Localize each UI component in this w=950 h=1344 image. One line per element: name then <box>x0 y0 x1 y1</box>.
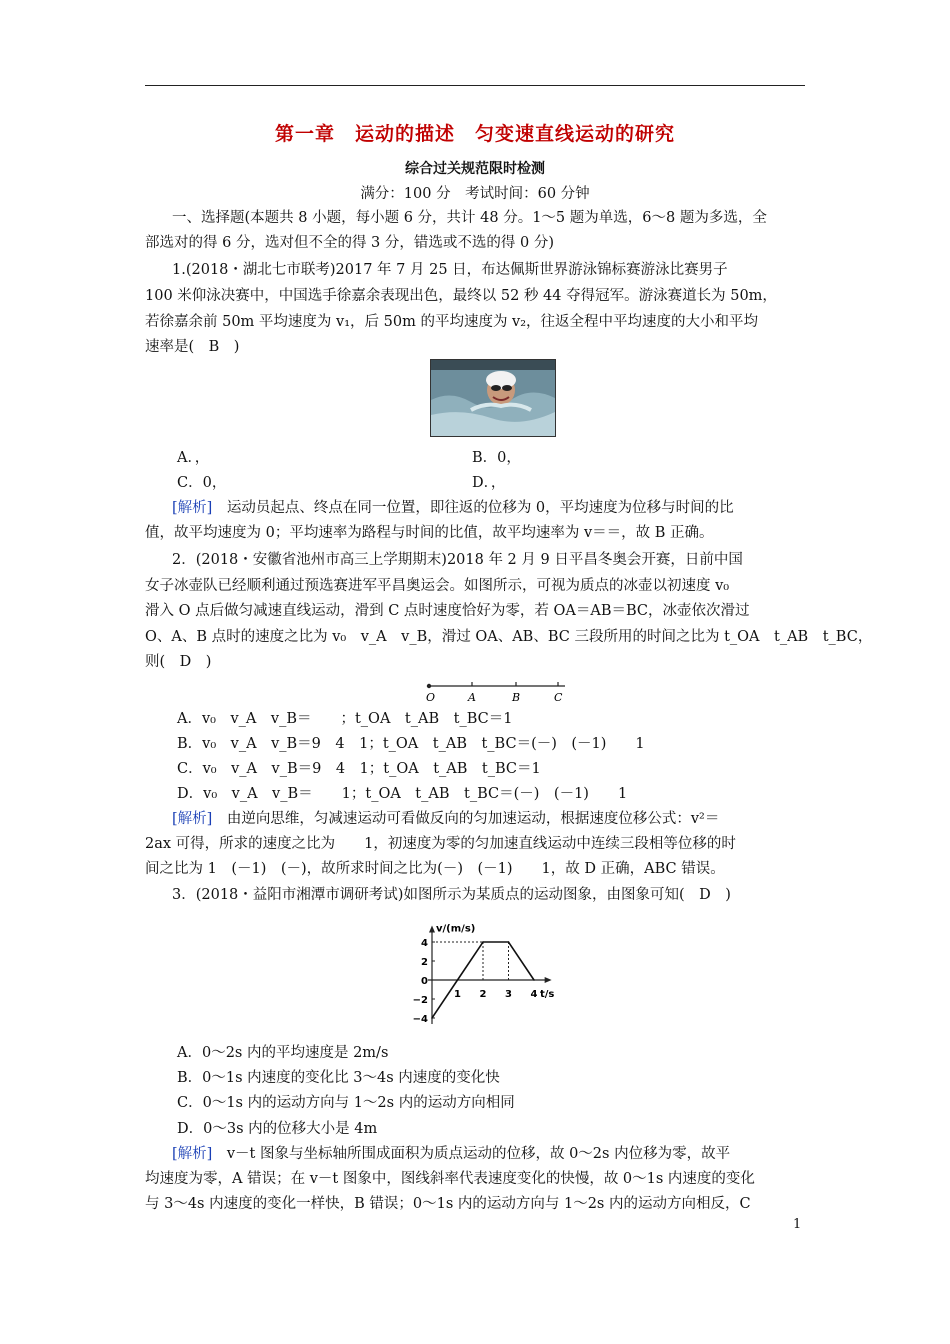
q1-option-b: B．0， <box>472 450 521 466</box>
q1-option-a: A．， <box>177 450 210 466</box>
section-instructions-1: 一、选择题(本题共 8 小题，每小题 6 分，共计 48 分。1～5 题为单选，6～8 题为多选，全 <box>172 210 767 226</box>
q1-stem-1: 1.(2018・湖北七市联考)2017 年 7 月 25 日，布达佩斯世界游泳锦标赛游泳比赛男子 <box>172 262 728 278</box>
q1-stem-2: 100 米仰泳决赛中，中国选手徐嘉余表现出色，最终以 52 秒 44 夺得冠军。游泳赛道长为 50m， <box>145 288 777 304</box>
q3-option-c: C．0～1s 内的运动方向与 1～2s 内的运动方向相同 <box>177 1095 515 1111</box>
q2-stem-2: 女子冰壶队已经顺利通过预选赛进军平昌奥运会。如图所示，可视为质点的冰壶以初速度 v₀ <box>145 578 730 594</box>
q2-option-b: B．v₀ v_A v_B＝9 4 1；t_OA t_AB t_BC＝(－) (－1) 1 <box>177 736 645 752</box>
curling-track-figure <box>420 677 570 707</box>
y-tick-label: −2 <box>412 995 428 1006</box>
data-point <box>533 979 535 981</box>
y-axis-arrow <box>429 926 435 933</box>
q3-analysis-tag: [解析] <box>172 1146 213 1162</box>
stone-dot <box>427 684 431 688</box>
q3-stem: 3．(2018・益阳市湘潭市调研考试)如图所示为某质点的运动图象，由图象可知( D ) <box>172 887 731 903</box>
q2-analysis-2: 2ax 可得，所求的速度之比为 1，初速度为零的匀加速直线运动中连续三段相等位移的时 <box>145 836 736 852</box>
data-point <box>482 941 484 943</box>
page-number: 1 <box>793 1217 802 1232</box>
label-b: B <box>512 691 521 704</box>
label-a: A <box>468 691 476 704</box>
q3-option-d: D．0～3s 内的位移大小是 4m <box>177 1121 378 1137</box>
section-instructions-2: 部选对的得 6 分，选对但不全的得 3 分，错选或不选的得 0 分) <box>145 235 554 251</box>
x-axis-label: t/s <box>540 989 555 1000</box>
q3-option-a: A．0～2s 内的平均速度是 2m/s <box>177 1045 389 1061</box>
q3-analysis-1: v－t 图象与坐标轴所围成面积为质点运动的位移，故 0～2s 内位移为零，故平 <box>212 1146 731 1162</box>
q1-analysis-2: 值，故平均速度为 0；平均速率为路程与时间的比值，故平均速率为 v＝＝，故 B 正确。 <box>145 525 714 541</box>
swimmer-photo <box>430 359 556 437</box>
data-point <box>457 979 459 981</box>
label-c: C <box>554 691 563 704</box>
q1-analysis-tag: [解析] <box>172 500 213 516</box>
q2-analysis-3: 间之比为 1 (－1) (－)，故所求时间之比为(－) (－1) 1，故 D 正确，ABC 错误。 <box>145 861 725 877</box>
q2-option-c: C．v₀ v_A v_B＝9 4 1；t_OA t_AB t_BC＝1 <box>177 761 541 777</box>
q1-stem-3: 若徐嘉余前 50m 平均速度为 v₁，后 50m 的平均速度为 v₂，往返全程中平均速度的大小和平均 <box>145 314 759 330</box>
q2-stem-5: 则( D ) <box>145 654 212 670</box>
y-tick-label: 2 <box>421 957 428 968</box>
data-point <box>508 941 510 943</box>
q3-analysis-3: 与 3～4s 内速度的变化一样快，B 错误；0～1s 内的运动方向与 1～2s 内的运动方向相反，C <box>145 1196 751 1212</box>
header-rule <box>145 85 805 86</box>
vt-graph <box>412 910 572 1035</box>
score-time-info: 满分：100 分 考试时间：60 分钟 <box>360 186 590 202</box>
x-tick-label: 1 <box>454 989 461 1000</box>
label-o: O <box>426 691 436 704</box>
x-tick-label: 2 <box>479 989 487 1000</box>
q1-option-d: D．， <box>472 475 506 491</box>
q2-analysis-tag: [解析] <box>172 811 213 827</box>
y-tick-label: 4 <box>421 938 428 949</box>
q2-stem-4: O、A、B 点时的速度之比为 v₀ v_A v_B，滑过 OA、AB、BC 三段所用的时间之比为 t_OA t_AB t_BC， <box>145 629 873 645</box>
q1-option-c: C．0， <box>177 475 227 491</box>
y-axis-label: v/(m/s) <box>436 923 476 935</box>
q3-analysis-2: 均速度为零，A 错误；在 v－t 图象中，图线斜率代表速度变化的快慢，故 0～1s 内速度的变化 <box>145 1171 755 1187</box>
q3-option-b: B．0～1s 内速度的变化比 3～4s 内速度的变化快 <box>177 1070 500 1086</box>
chapter-title: 第一章 运动的描述 匀变速直线运动的研究 <box>274 123 675 145</box>
q1-stem-4: 速率是( B ) <box>145 339 240 355</box>
y-tick-label: −4 <box>412 1014 428 1025</box>
q2-stem-1: 2．(2018・安徽省池州市高三上学期期末)2018 年 2 月 9 日平昌冬奥会开赛，日前中国 <box>172 552 743 568</box>
y-tick-label: 0 <box>421 976 428 987</box>
test-subtitle: 综合过关规范限时检测 <box>405 161 545 177</box>
q1-analysis-1: 运动员起点、终点在同一位置，即往返的位移为 0，平均速度为位移与时间的比 <box>212 500 734 516</box>
x-tick-label: 4 <box>530 989 538 1000</box>
x-axis-arrow <box>545 977 552 983</box>
q2-option-d: D．v₀ v_A v_B＝ 1；t_OA t_AB t_BC＝(－) (－1) 1 <box>177 786 628 802</box>
q2-analysis-1: 由逆向思维，匀减速运动可看做反向的匀加速运动，根据速度位移公式：v²＝ <box>212 811 720 827</box>
x-tick-label: 3 <box>505 989 512 1000</box>
q2-option-a: A．v₀ v_A v_B＝ ；t_OA t_AB t_BC＝1 <box>177 711 513 727</box>
data-point <box>431 1017 433 1019</box>
q2-stem-3: 滑入 O 点后做匀减速直线运动，滑到 C 点时速度恰好为零，若 OA＝AB＝BC，冰壶依次滑过 <box>145 603 750 619</box>
